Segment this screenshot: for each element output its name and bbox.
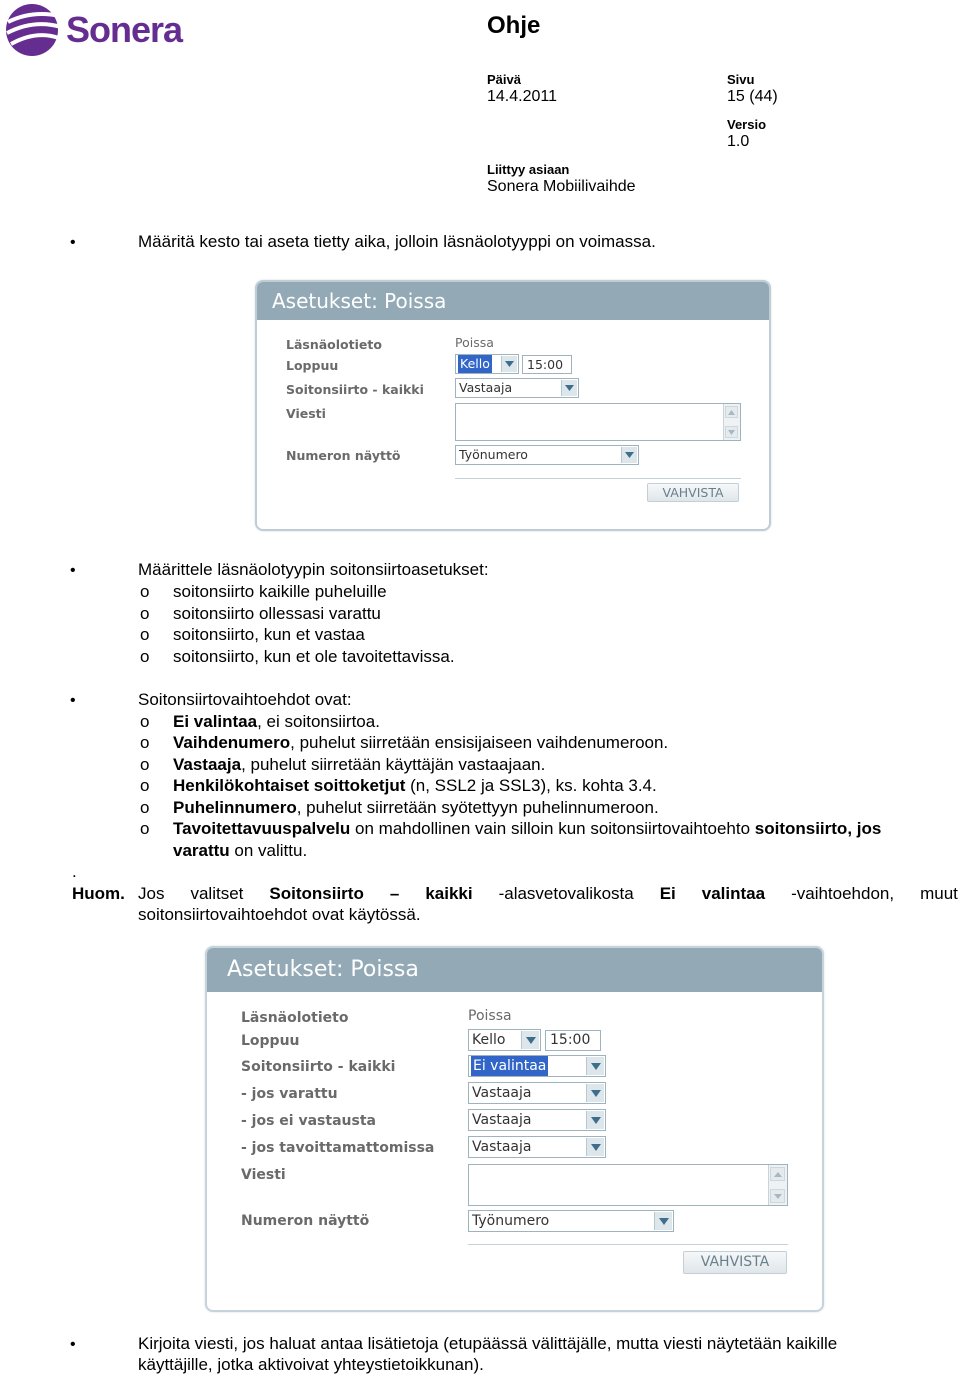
option-desc: on valittu. <box>229 841 308 860</box>
note-word: -vaihtoehdon, <box>791 884 895 903</box>
scroll-up-icon[interactable] <box>725 406 738 418</box>
option-desc: on mahdollinen vain silloin kun soitonsiirtovaihtoehto <box>350 819 755 838</box>
option-ref: varattu <box>173 841 230 860</box>
message-scrollbar[interactable] <box>723 404 740 440</box>
list-item <box>173 797 659 819</box>
number-display-value: Työnumero <box>459 447 528 462</box>
option-name: Henkilökohtaiset soittoketjut <box>173 776 406 795</box>
option-name: Vaihdenumero <box>173 733 291 752</box>
scroll-up-icon[interactable] <box>770 1167 785 1181</box>
note-line-1 <box>138 883 958 905</box>
forward-all-value: Vastaaja <box>459 380 513 395</box>
sub-bullet-marker: o <box>140 819 150 838</box>
option-desc: , puhelut siirretään ensisijaiseen vaihdenumeroon. <box>290 733 669 752</box>
note-label: Huom. <box>72 884 125 903</box>
list-item <box>173 818 958 840</box>
related-label: Liittyy asiaan <box>487 162 570 177</box>
chevron-down-icon <box>501 356 517 372</box>
divider <box>455 478 741 479</box>
sub-bullet-marker: o <box>140 625 150 644</box>
chevron-down-icon <box>586 1084 604 1102</box>
sub-bullet-marker: o <box>140 604 150 623</box>
stray-dot: . <box>72 862 77 881</box>
sub-bullet-marker: o <box>140 798 150 817</box>
if-unreachable-select[interactable] <box>468 1136 606 1158</box>
number-display-select[interactable] <box>468 1210 674 1232</box>
if-no-answer-select[interactable] <box>468 1109 606 1131</box>
label-end: Loppuu <box>241 1033 300 1049</box>
bullet-marker: • <box>70 234 76 251</box>
label-forward-all: Soitonsiirto - kaikki <box>241 1059 396 1075</box>
list-item <box>173 732 668 754</box>
if-no-answer-value: Vastaaja <box>472 1112 532 1128</box>
sub-bullet-marker: o <box>140 733 150 752</box>
note-line-2: soitonsiirtovaihtoehdot ovat käytössä. <box>138 905 421 924</box>
date-label: Päivä <box>487 72 521 87</box>
if-busy-select[interactable] <box>468 1082 606 1104</box>
number-display-select[interactable] <box>455 445 639 465</box>
logo-wordmark: Sonera <box>66 9 183 50</box>
divider <box>468 1244 788 1245</box>
date-value: 14.4.2011 <box>487 88 557 105</box>
forward-all-select[interactable] <box>468 1055 606 1077</box>
option-desc: , puhelut siirretään syötettyyn puhelinnumeroon. <box>296 798 659 817</box>
label-presence: Läsnäolotieto <box>241 1010 349 1026</box>
scroll-down-icon[interactable] <box>770 1189 785 1203</box>
bullet-marker: • <box>70 692 76 709</box>
sub-bullet-marker: o <box>140 776 150 795</box>
list-item-continuation <box>173 840 307 862</box>
label-number-display: Numeron näyttö <box>286 448 401 463</box>
panel-2-header <box>207 948 822 992</box>
forwarding-settings-intro: Määrittele läsnäolotyypin soitonsiirtoasetukset: <box>138 560 489 579</box>
sub-bullet-marker: o <box>140 755 150 774</box>
message-textarea[interactable] <box>468 1164 788 1206</box>
list-item: soitonsiirto, kun et ole tavoitettavissa. <box>173 647 455 666</box>
if-busy-value: Vastaaja <box>472 1085 532 1101</box>
paragraph-duration: Määritä kesto tai aseta tietty aika, jolloin läsnäolotyyppi on voimassa. <box>138 232 656 251</box>
chevron-down-icon <box>521 1031 539 1049</box>
settings-panel-2 <box>205 946 824 1312</box>
related-value: Sonera Mobiilivaihde <box>487 178 636 195</box>
label-presence: Läsnäolotieto <box>286 337 382 352</box>
label-message: Viesti <box>241 1167 286 1183</box>
confirm-button[interactable]: VAHVISTA <box>683 1251 787 1274</box>
label-if-busy: - jos varattu <box>241 1086 338 1102</box>
label-forward-all: Soitonsiirto - kaikki <box>286 382 424 397</box>
confirm-button[interactable]: VAHVISTA <box>647 483 739 502</box>
panel-2-title: Asetukset: Poissa <box>227 957 419 982</box>
sonera-logo <box>4 2 204 58</box>
option-ref: soitonsiirto, jos <box>754 819 882 838</box>
note-word: – <box>389 884 400 903</box>
end-time-input[interactable] <box>545 1030 601 1051</box>
forwarding-options-intro: Soitonsiirtovaihtoehdot ovat: <box>138 690 352 709</box>
list-item: soitonsiirto, kun et vastaa <box>173 625 365 644</box>
option-name: Tavoitettavuuspalvelu <box>173 819 351 838</box>
note-word: Soitonsiirto <box>269 884 364 903</box>
note-word: muut <box>920 884 958 903</box>
bullet-marker: • <box>70 1336 76 1353</box>
note-word: Ei <box>659 884 676 903</box>
option-name: Vastaaja <box>173 755 242 774</box>
list-item <box>173 711 380 733</box>
note-word: valintaa <box>701 884 766 903</box>
label-if-unreachable: - jos tavoittamattomissa <box>241 1140 435 1156</box>
note-word: -alasvetovalikosta <box>498 884 634 903</box>
message-scrollbar[interactable] <box>768 1165 787 1205</box>
sub-bullet-marker: o <box>140 647 150 666</box>
page-label: Sivu <box>727 72 755 87</box>
label-if-no-answer: - jos ei vastausta <box>241 1113 376 1129</box>
list-item: soitonsiirto ollessasi varattu <box>173 604 381 623</box>
presence-value: Poissa <box>455 335 494 350</box>
chevron-down-icon <box>561 380 577 396</box>
settings-panel-1 <box>255 280 771 531</box>
end-mode-select[interactable] <box>468 1029 541 1051</box>
forward-all-value: Ei valintaa <box>473 1058 547 1074</box>
list-item <box>173 775 657 797</box>
panel-1-title: Asetukset: Poissa <box>272 289 447 313</box>
scroll-down-icon[interactable] <box>725 426 738 438</box>
label-end: Loppuu <box>286 358 339 373</box>
end-mode-select[interactable] <box>455 354 519 374</box>
note-word: valitset <box>190 884 244 903</box>
end-time-value: 15:00 <box>550 1032 591 1048</box>
end-time-value: 15:00 <box>527 357 564 372</box>
note-word: Jos <box>138 884 165 903</box>
list-item: soitonsiirto kaikille puheluille <box>173 582 387 601</box>
label-message: Viesti <box>286 406 326 421</box>
version-label: Versio <box>727 117 767 132</box>
version-value: 1.0 <box>727 133 750 150</box>
end-time-input[interactable] <box>522 355 572 374</box>
message-textarea[interactable] <box>455 403 741 441</box>
list-item <box>173 754 545 776</box>
message-instruction-line-2: käyttäjille, jotka aktivoivat yhteystietoikkunan). <box>138 1355 484 1374</box>
chevron-down-icon <box>586 1111 604 1129</box>
message-instruction-line-1: Kirjoita viesti, jos haluat antaa lisätietoja (etupäässä välittäjälle, mutta viesti näytetään kaikille <box>138 1334 838 1353</box>
chevron-down-icon <box>654 1212 672 1230</box>
option-desc: (n, SSL2 ja SSL3), ks. kohta 3.4. <box>405 776 657 795</box>
bullet-marker: • <box>70 562 76 579</box>
sub-bullet-marker: o <box>140 712 150 731</box>
panel-1-header <box>257 282 769 320</box>
forward-all-select[interactable] <box>455 378 579 398</box>
chevron-down-icon <box>621 447 637 463</box>
document-title: Ohje <box>487 12 541 39</box>
if-unreachable-value: Vastaaja <box>472 1139 532 1155</box>
sub-bullet-marker: o <box>140 582 150 601</box>
chevron-down-icon <box>586 1138 604 1156</box>
option-desc: , puhelut siirretään käyttäjän vastaajaan. <box>241 755 546 774</box>
note-word: kaikki <box>425 884 473 903</box>
end-mode-value: Kello <box>472 1032 506 1048</box>
sonera-globe-icon <box>4 2 64 58</box>
page-value: 15 (44) <box>727 88 778 105</box>
option-name: Puhelinnumero <box>173 798 297 817</box>
option-desc: , ei soitonsiirtoa. <box>257 712 380 731</box>
label-number-display: Numeron näyttö <box>241 1213 370 1229</box>
end-mode-value: Kello <box>460 356 490 371</box>
presence-value: Poissa <box>468 1008 512 1024</box>
number-display-value: Työnumero <box>472 1213 550 1229</box>
chevron-down-icon <box>586 1057 604 1075</box>
option-name: Ei valintaa <box>173 712 258 731</box>
